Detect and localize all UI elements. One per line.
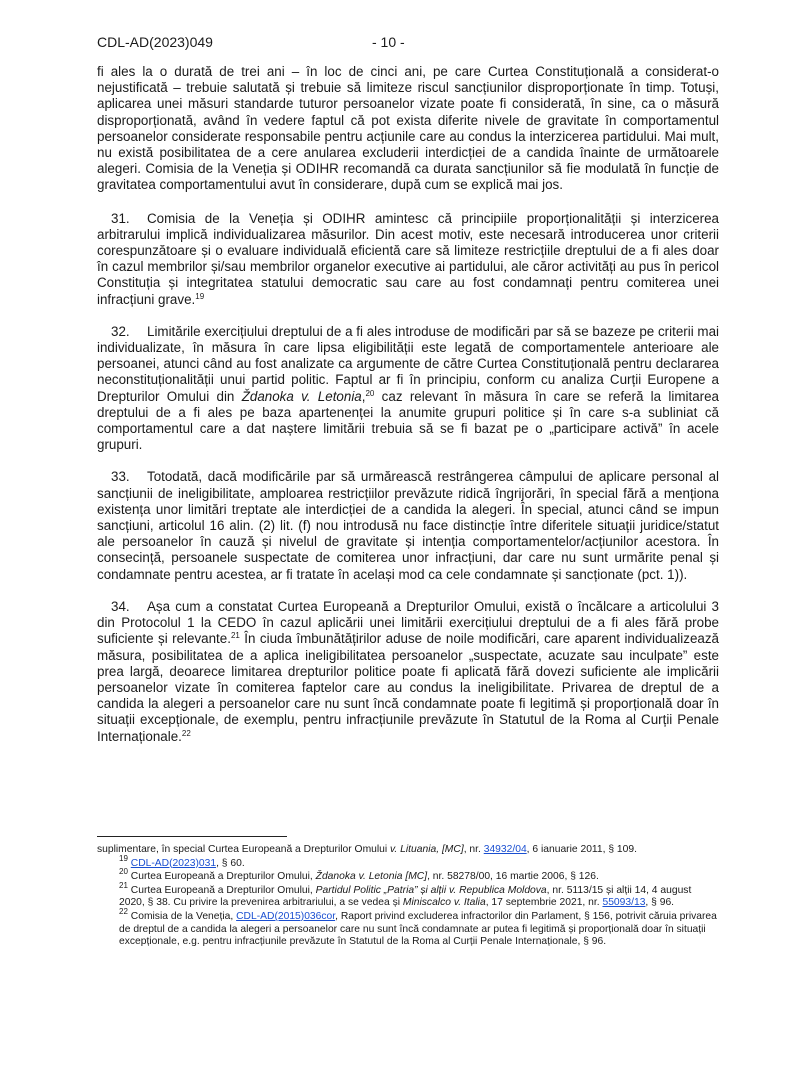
footnote-number: 20 bbox=[119, 867, 128, 877]
document-link[interactable]: CDL-AD(2023)031 bbox=[130, 857, 217, 869]
footnote-ref-22[interactable]: 22 bbox=[181, 728, 191, 738]
paragraph-text-cont: caz relevant în măsura în care se referă la limitarea dreptului de a fi ales pe baza apartenenței la anumite grupuri politice și în care s-a subliniat că comportamentul care a dat naștere limitării trebuia să se fi bazat pe o „participare activă” în acele grupuri. bbox=[97, 388, 720, 453]
document-link[interactable]: CDL-AD(2015)036cor bbox=[236, 910, 336, 922]
paragraph-34 bbox=[97, 599, 719, 745]
footnote-text: , 17 septembrie 2021, nr. bbox=[485, 897, 603, 909]
paragraph-text-cont: În ciuda îmbunătățirilor aduse de noile modificări, care aparent individualizează măsura, posibilitatea de a aplica ineligibilitatea persoanelor „suspectate, acuzate sau inculpate” este prea largă, deoarece limitarea drepturilor politice poate fi aplicată fără dovezi suficiente ale implicării persoanelor vizate în comiterea faptelor care au condus la ineligibilitate. Privarea de dreptul de a candida la alegeri a persoanelor care nu sunt încă condamnate poate fi legitimă și proporțională doar în situații excepționale, de exemplu, pentru infracțiunile prevăzute în Statutul de la Roma al Curții Penale Internaționale. bbox=[97, 631, 719, 744]
footnote-continued bbox=[97, 844, 719, 857]
footnote-21 bbox=[97, 880, 719, 910]
footnote-19 bbox=[97, 853, 719, 871]
footnote-22 bbox=[97, 906, 719, 949]
footnote-ref-19[interactable]: 19 bbox=[195, 291, 205, 301]
footnote-number: 22 bbox=[119, 906, 128, 916]
page-number: - 10 - bbox=[372, 34, 405, 50]
footnote-text: , § 60. bbox=[216, 857, 245, 869]
footnote-text: suplimentare, în special Curtea Europeană a Drepturilor Omului bbox=[97, 844, 391, 855]
paragraph-number: 33. bbox=[111, 469, 130, 485]
footnotes bbox=[97, 844, 719, 950]
paragraph-text: Totodată, dacă modificările par să urmărească restrângerea câmpului de aplicare personal al sancțiunii de ineligibilitate, amploarea restricțiilor prevăzute ridică îngrijorări, în special fără a menționa existența unor limitări treptate ale interdicției de a candida la alegeri. În special, atunci când se impun sancțiuni, articolul 16 alin. (2) lit. (f) nou introdusă nu face distincție între diferitele situații juridice/statut ale persoanelor în cauză și nivelul de gravitate și intenția comportamentelor/acțiunilor acestora. În consecință, persoanele suspectate de comiterea unor infracțiuni, dar care nu sunt urmărite penal și condamnate pentru acestea, ar fi tratate în același mod ca cele condamnate și sancționate (pct. 1)). bbox=[97, 469, 719, 582]
footnote-text: , nr. bbox=[463, 844, 484, 855]
page-header bbox=[97, 34, 716, 54]
footnote-20 bbox=[97, 867, 719, 884]
footnote-number: 21 bbox=[119, 880, 128, 890]
footnote-text: , Raport privind excluderea infractorilor din Parlament, § 156, potrivit căruia privarea de dreptul de a candida la alegeri a persoanelor care nu sunt încă condamnate ar putea fi legitimă și proporțională doar în situații excepționale, e.g. pentru infracțiunile prevăzute în Statutul de la Roma al Curții Penale Internaționale, § 96. bbox=[119, 910, 717, 948]
case-link[interactable]: 55093/13 bbox=[602, 897, 646, 909]
paragraph-number: 34. bbox=[111, 598, 130, 614]
footnote-text: Curtea Europeană a Drepturilor Omului, bbox=[130, 871, 316, 883]
paragraph-number: 32. bbox=[111, 323, 130, 339]
paragraph-text: Limitările exercițiului dreptului de a fi ales introduse de modificări par să se bazeze pe criterii mai individualizate, în măsura în care lipsa eligibilității este legată de comportamentele anterioare ale persoanei, atunci când au fost analizate ca argumente de către Curtea Constituțională pentru declararea neconstituționalității unui partid politic. Faptul ar fi în principiu, conform cu analiza Curții Europene a Drepturilor Omului din bbox=[97, 323, 719, 404]
footnote-text: Comisia de la Veneția, bbox=[130, 910, 237, 922]
paragraph-31 bbox=[97, 211, 719, 308]
paragraph-text: Așa cum a constatat Curtea Europeană a Drepturilor Omului, există o încălcare a articolului 3 din Protocolul 1 la CEDO în cazul aplicării unei limitării exercițiului dreptului de a fi ales fără probe suficiente și relevante. bbox=[97, 598, 719, 647]
footnote-ref-21[interactable]: 21 bbox=[230, 631, 240, 641]
paragraph-text: Comisia de la Veneția și ODIHR amintesc că principiile proporționalității și interzicerea arbitrarului implică individualizarea măsurilor. Din acest motiv, este necesară introducerea unor criterii corespunzătoare și o evaluare individuală eficientă care să limiteze restricțiile dreptului de a fi ales doar în cazul membrilor și/sau membrilor organelor executive ai partidului, ale căror activități au pus în pericol Constituția și integritatea statului democratic sau care au fost condamnați pentru comiterea unei infracțiuni grave. bbox=[97, 210, 719, 307]
document-body bbox=[97, 64, 719, 761]
footnote-text: Curtea Europeană a Drepturilor Omului, bbox=[130, 884, 316, 896]
footnote-text: , nr. 5113/15 și alții 14, 4 august 2020, § 38. Cu privire la prevenirea arbitrariului, a se vedea și bbox=[119, 884, 692, 909]
case-name: Ždanoka v. Letonia [MC] bbox=[315, 871, 428, 883]
footnote-text: , nr. 58278/00, 16 martie 2006, § 126. bbox=[427, 871, 599, 883]
paragraph-33 bbox=[97, 469, 719, 582]
footnote-number: 19 bbox=[119, 853, 128, 863]
footnote-ref-20[interactable]: 20 bbox=[365, 388, 375, 398]
case-link[interactable]: 34932/04 bbox=[483, 844, 527, 855]
paragraph-number: 31. bbox=[111, 210, 130, 226]
case-name: v. Lituania, [MC] bbox=[390, 844, 464, 855]
document-code: CDL-AD(2023)049 bbox=[97, 34, 213, 50]
case-name: Ždanoka v. Letonia bbox=[241, 388, 362, 404]
paragraph-text: fi ales la o durată de trei ani – în loc de cinci ani, pe care Curtea Constituțională a considerat-o nejustificată – trebuie salutată și trebuie să limiteze riscul sancțiunilor disproporționate în timp. Totuși, aplicarea unei măsuri standarde tuturor persoanelor vizate poate fi considerată, în sine, ca o măsură disproporționată, având în vedere faptul că pot exista diferite nivele de gravitate în comportamentul persoanelor considerate responsabile pentru acțiunile care au condus la interzicerea partidului. Mai mult, nu există posibilitatea de a cere anularea excluderii interdicției de a candida înainte de următoarele alegeri. Comisia de la Veneția și ODIHR recomandă ca durata sancțiunilor să fie modulată în funcție de gravitatea comportamentului avut în considerare, după cum se explică mai jos. bbox=[97, 64, 719, 193]
footnote-separator bbox=[97, 836, 287, 837]
case-name: Miniscalco v. Italia bbox=[402, 897, 486, 909]
footnote-text: , § 96. bbox=[645, 897, 675, 909]
paragraph-continued bbox=[97, 64, 719, 194]
footnote-text: , 6 ianuarie 2011, § 109. bbox=[526, 844, 637, 855]
paragraph-32: 32. Limitările exercițiului dreptului de a fi ales introduse de modificări par să se bazeze pe criterii mai individualizate, în măsura în care lipsa eligibilității este legată de comportamentele anterioare ale persoanei, atunci când au fost analizate ca argumente de către Curtea Constituțională pentru declararea neconstituționalității unui partid politic. Faptul ar fi în principiu, conform cu analiza Curții Europene a Drepturilor Omului din Ždanoka v. Letonia,$^{20}$ caz relevant în măsura în care se referă la limitarea dreptului de a fi ales pe baza apartenenței la anumite grupuri politice și în care s-a subliniat că comportamentul care a dat naștere limitării trebuia să se fi bazat pe o „participare activă” în acele grupuri. bbox=[97, 323, 720, 453]
case-name: Partidul Politic „Patria” și alții v. Republica Moldova bbox=[315, 884, 547, 896]
